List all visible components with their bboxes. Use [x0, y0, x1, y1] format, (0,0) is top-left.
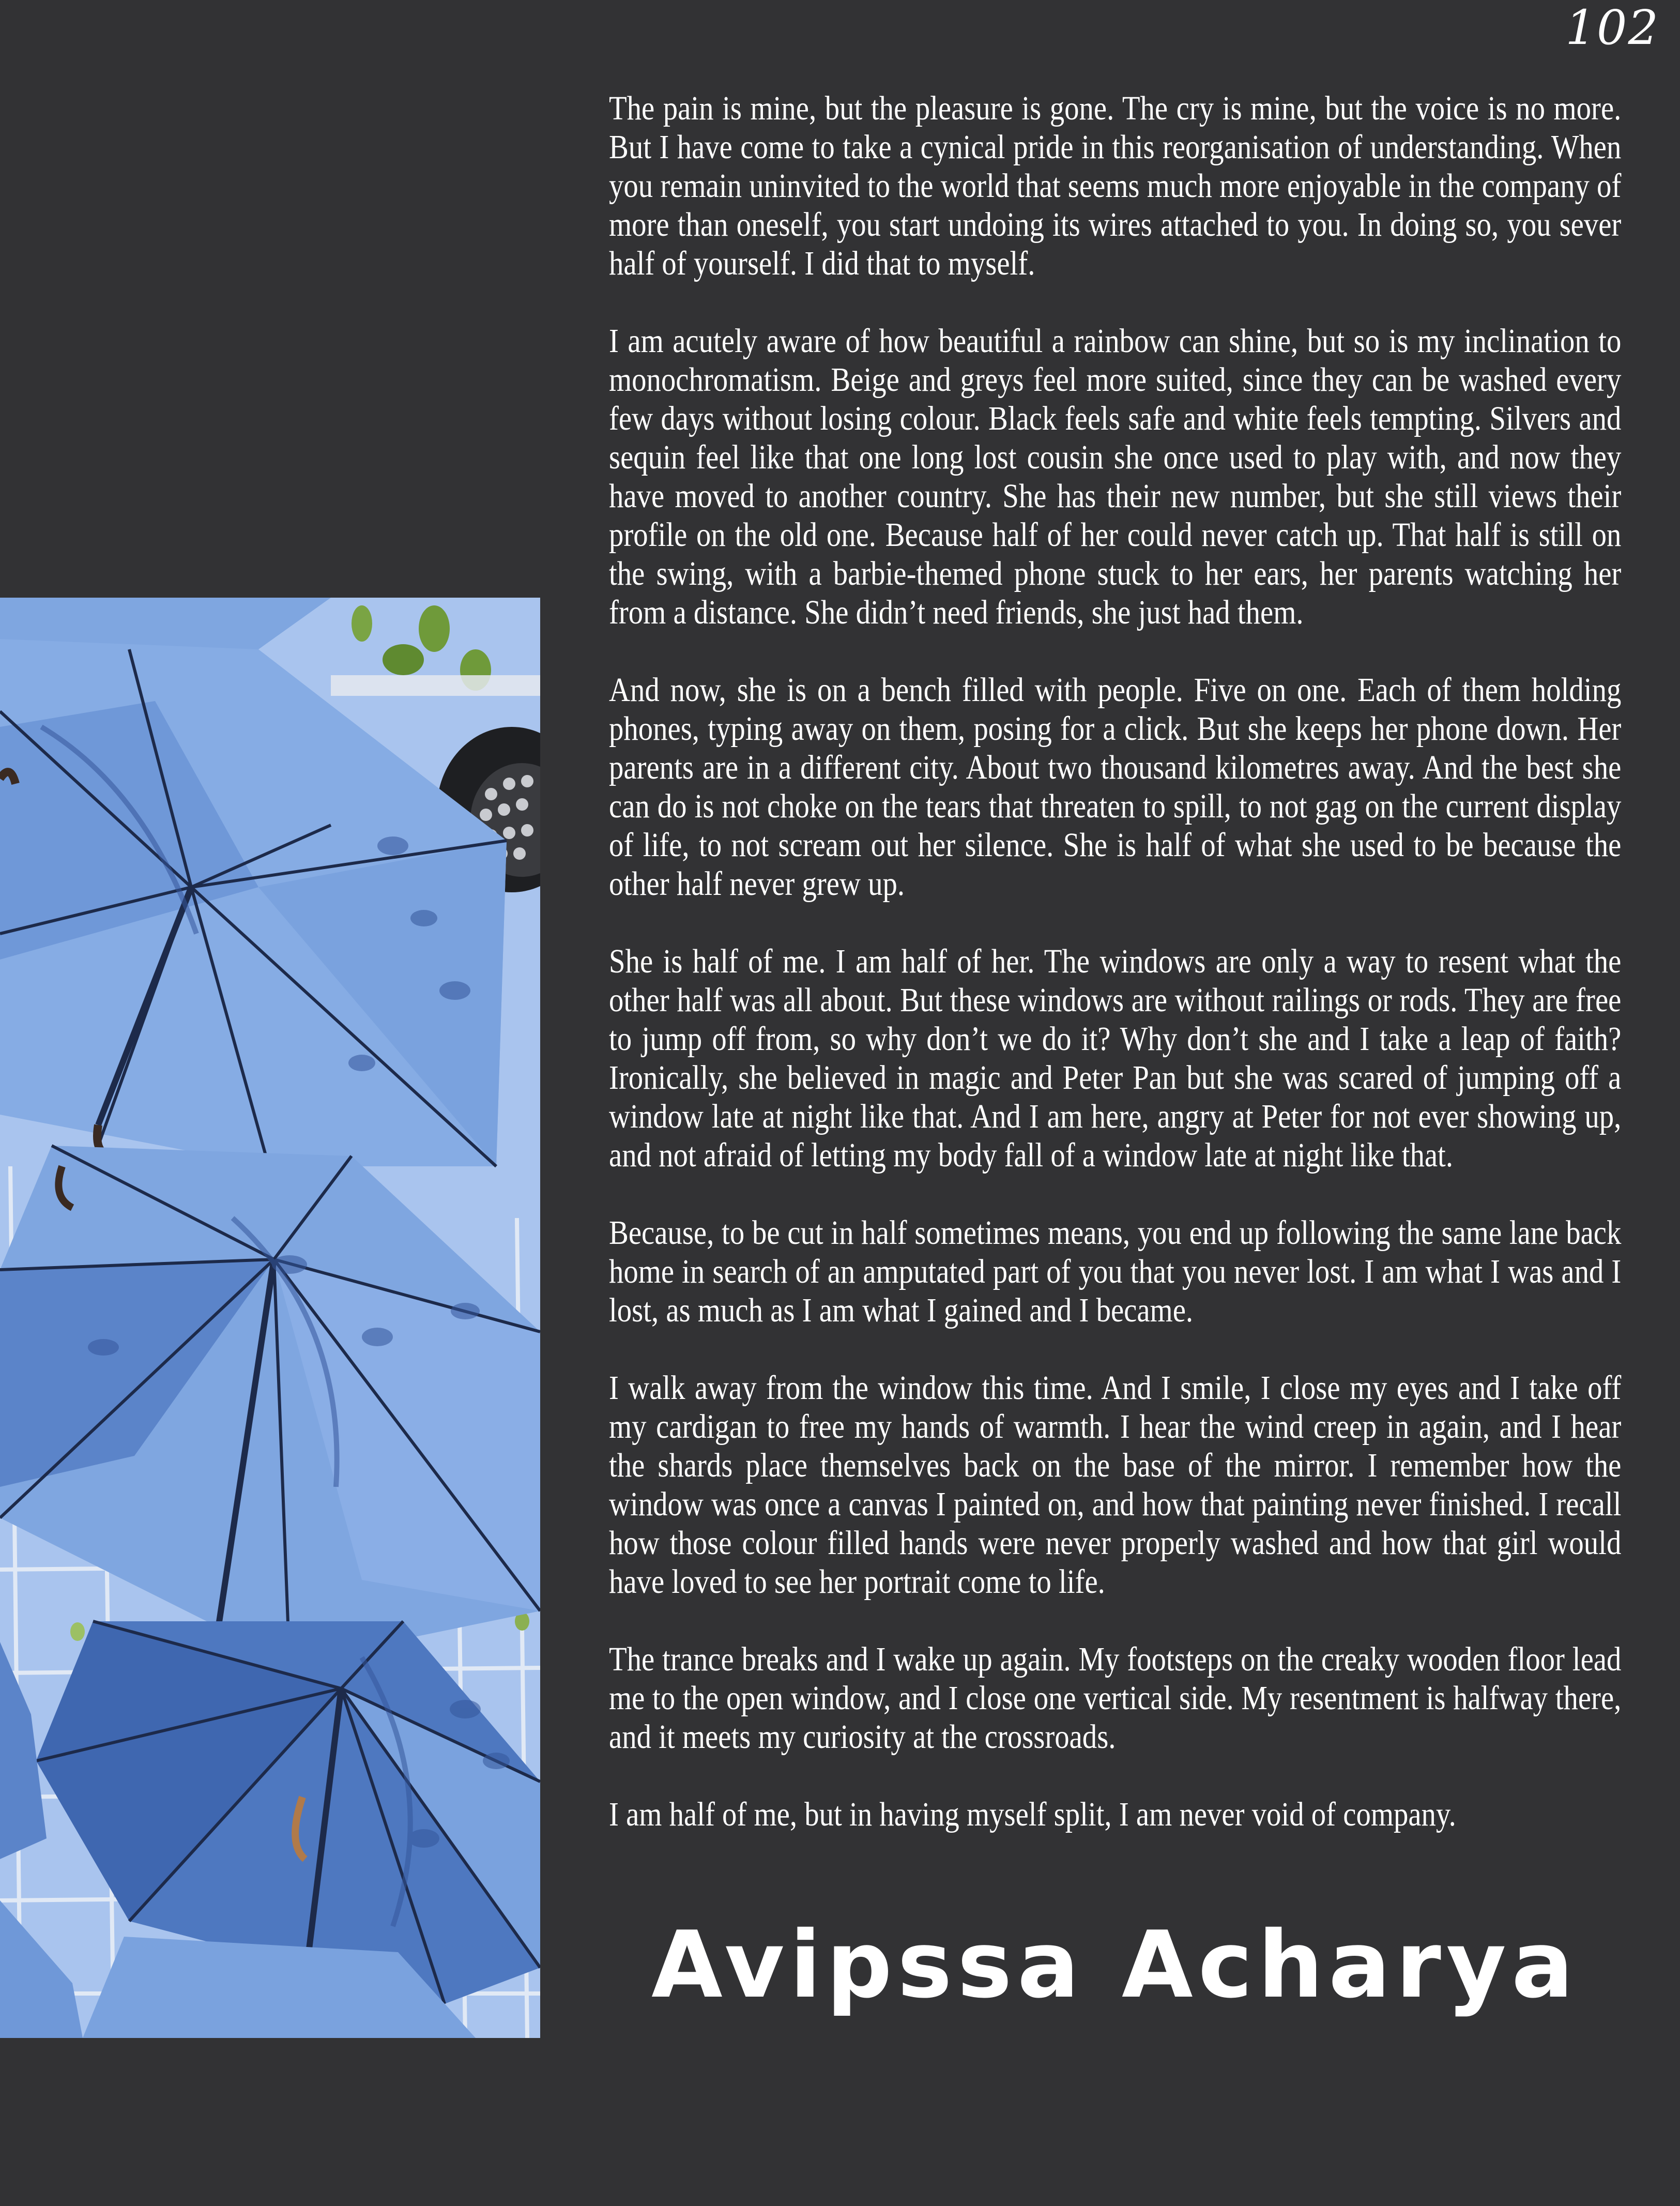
umbrella-photo [0, 598, 540, 2038]
paragraph-1: The pain is mine, but the pleasure is gone. The cry is mine, but the voice is no more. But I have come to take a cynical pride in this reorganisation of understanding. When you remain uninvited to the world that seems much more enjoyable in the company of more than oneself, you start undoing its wires attached to you. In doing so, you sever half of yourself. I did that to myself. [609, 89, 1622, 282]
author-name: Avipssa Acharya [651, 1911, 1579, 2018]
article-body [609, 89, 1621, 1834]
paragraph-8: I am half of me, but in having myself split, I am never void of company. [609, 1796, 1456, 1833]
page-number: 102 [1565, 0, 1659, 55]
paragraph-7: The trance breaks and I wake up again. My footsteps on the creaky wooden floor lead me to the open window, and I close one vertical side. My resentment is halfway there, and it meets my curiosity at the crossroads. [609, 1640, 1622, 1756]
paragraph-2: I am acutely aware of how beautiful a rainbow can shine, but so is my inclination to monochromatism. Beige and greys feel more suited, since they can be washed every few days without losing colour. Black feels safe and white feels tempting. Silvers and sequin feel like that one long lost cousin she once used to play with, and now they have moved to another country. She has their new number, but she still views their profile on the old one. Because half of her could never catch up. That half is still on the swing, with a barbie-themed phone stuck to her ears, her parents watching her from a distance. She didn’t need friends, she just had them. [609, 322, 1622, 631]
paragraph-6: I walk away from the window this time. And I smile, I close my eyes and I take off my cardigan to free my hands of warmth. I hear the wind creep in again, and I hear the shards place themselves back on the base of the mirror. I remember how the window was once a canvas I painted on, and how that painting never finished. I recall how those colour filled hands were never properly washed and how that girl would have loved to see her portrait come to life. [609, 1369, 1622, 1601]
paragraph-4: She is half of me. I am half of her. The windows are only a way to resent what the other half was all about. But these windows are without railings or rods. They are free to jump off from, so why don’t we do it? Why don’t she and I take a leap of faith? Ironically, she believed in magic and Peter Pan but she was scared of jumping off a window late at night like that. And I am here, angry at Peter for not ever showing up, and not afraid of letting my body fall of a window late at night like that. [609, 942, 1622, 1174]
paragraph-5: Because, to be cut in half sometimes means, you end up following the same lane back home in search of an amputated part of you that you never lost. I am what I was and I lost, as much as I am what I gained and I became. [609, 1214, 1622, 1329]
paragraph-3: And now, she is on a bench filled with people. Five on one. Each of them holding phones, typing away on them, posing for a click. But she keeps her phone down. Her parents are in a different city. About two thousand kilometres away. And the best she can do is not choke on the tears that threaten to spill, to not gag on the current display of life, to not scream out her silence. She is half of what she used to be because the other half never grew up. [609, 671, 1622, 903]
umbrella-image [0, 598, 540, 2038]
